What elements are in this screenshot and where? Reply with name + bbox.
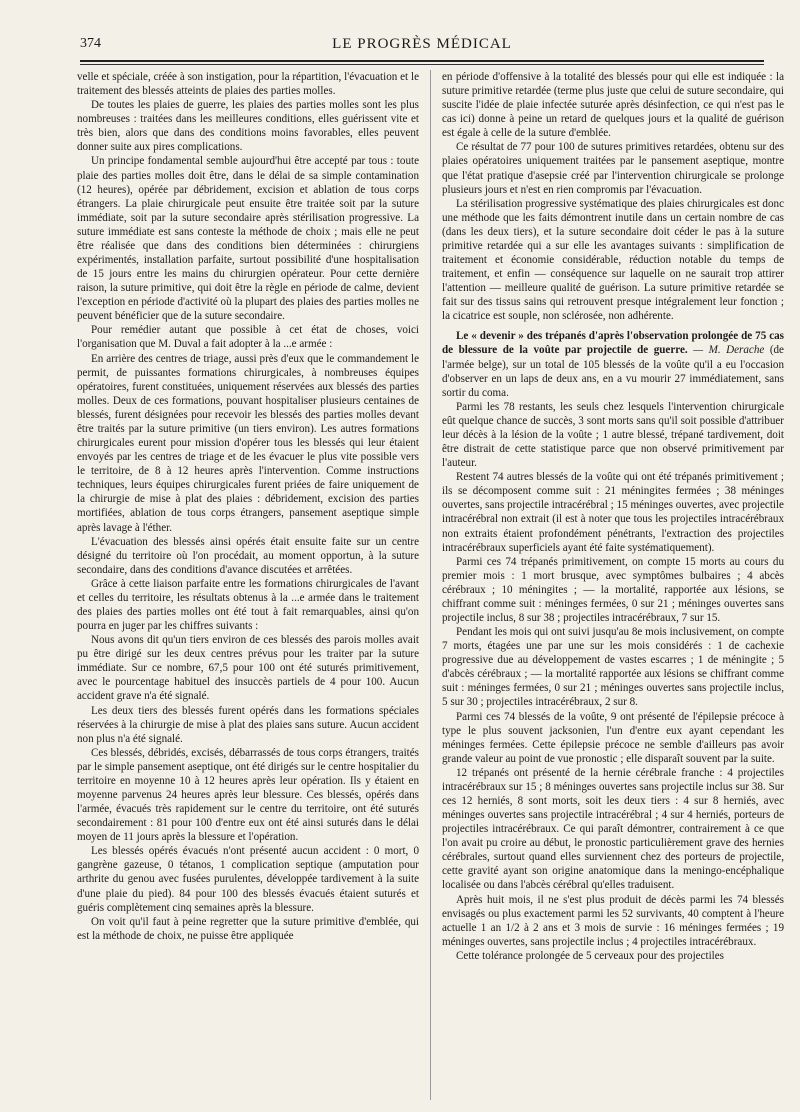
paragraph: Ces blessés, débridés, excisés, débarrassés de tous corps étrangers, traités par le simple pansement aseptique, ont été dirigés sur le centre hospitalier du territoire en moyenne 10 à 12 heures après leur opération. Ils y étaient en moyenne parvenus 24 heures après leur blessure. Ces blessés, opérés dans l'armée, évacués très rapidement sur le centre du territoire, ont été suturés secondairement : 81 pour 100 d'entre eux ont été ainsi suturés dans le délai moyen de 11 jours après la blessure et l'opération. — [77, 746, 419, 844]
paragraph: Restent 74 autres blessés de la voûte qui ont été trépanés primitivement ; ils se décomposent comme suit : 21 méningites fermées ; 38 méninges ouvertes, sans projectile intracérébral ; 15 méninges ouvertes, avec projectile intracérébral non extrait (il est à noter que tous les projectiles intracérébraux non extraits étaient profondément pénétrants, l'extraction des projectiles intracérébraux superficiels ayant été faite systématiquement). — [442, 471, 784, 554]
header-rule — [80, 60, 764, 62]
paragraph: De toutes les plaies de guerre, les plaies des parties molles sont les plus nombreuses : traitées dans les meilleures conditions, elles guérissent vite et très bien, alors que dans des conditions moins favorables, elles peuvent donner suite aux pires complications. — [77, 99, 419, 154]
page-header — [80, 34, 764, 60]
section-paragraph — [442, 329, 784, 399]
paragraph: en période d'offensive à la totalité des blessés pour qui elle est indiquée : la suture primitive retardée (terme plus juste que celui de suture secondaire, qui suscite l'idée de plaie infectée suturée après désinfection, ce qui n'est pas le cas ici) donne à peine un retard de quelques jours et la qualité de guérison est égale à celle de la suture d'emblée. — [442, 71, 784, 140]
paragraph: Les blessés opérés évacués n'ont présenté aucun accident : 0 mort, 0 gangrène gazeuse, 0 tétanos, 1 complication septique (amputation pour arthrite du genou avec fusées purulentes, développée tardivement à la suite d'une plaie du pied). 84 pour 100 des blessés évacués étaient suturés et guéris complètement cinq semaines après la blessure. — [77, 845, 419, 914]
paragraph: En arrière des centres de triage, aussi près d'eux que le commandement le permit, de puissantes formations chirurgicales, à nombreuses équipes opératoires, furent constituées, uniquement réservées aux blessés des parties molles. Deux de ces formations, pouvant hospitaliser plusieurs centaines de blessés, furent désignées pour recevoir les blessés des parties molles devant être traités par la suture primitive (un tiers environ). Les autres formations chirurgicales eurent pour mission d'opérer tous les blessés qui leur étaient envoyés par les centres de triage et de les évacuer le plus vite possible vers le territoire, de 8 à 12 heures après l'intervention. Comme instructions techniques, leurs équipes chirurgicales furent priées de faire uniquement de la chirurgie de mise à plat des plaies : débridement, excision des parties mortifiées, ablation de tous corps étrangers, pansement aseptique simple après lavage à l'éther. — [77, 352, 419, 534]
paragraph: Parmi ces 74 trépanés primitivement, on compte 15 morts au cours du premier mois : 1 mort brusque, avec symptômes bulbaires ; 4 abcès cérébraux ; 10 méningites ; — la mortalité, rapportée aux lésions, se chiffrant comme suit : méninges fermées, 0 sur 21 ; méninges ouvertes sans projectile inclus, 8 sur 38 ; projectiles intracérébraux, 7 sur 15. — [442, 555, 784, 624]
section-author: — M. Derache — [693, 344, 765, 357]
paragraph: Un principe fondamental semble aujourd'hui être accepté par tous : toute plaie des parties molles doit être, dans le délai de sa simple contamination (12 heures), opérée par débridement, excision et ablation de tous corps étrangers. La plaie chirurgicale peut ensuite être traitée soit par la suture immédiate, soit par la suture secondaire après stérilisation progressive. La suture immédiate est sans conteste la méthode de choix ; mais elle ne peut être réalisée que dans des conditions bien déterminées : chirurgiens expérimentés, installation parfaite, surtout possibilité d'une hospitalisation de 15 jours entre les mains du chirurgien opérateur. Pour cette dernière raison, la suture primitive, qui doit être la règle en période de calme, devient l'exception en période d'activité où la plupart des plaies des parties molles ne peuvent bénéficier que de la suture secondaire. — [77, 155, 419, 323]
page-number: 374 — [80, 36, 101, 51]
left-column — [77, 70, 419, 1100]
paragraph: On voit qu'il faut à peine regretter que la suture primitive d'emblée, qui est la méthode de choix, ne puisse être appliquée — [77, 915, 419, 942]
paragraph: Les deux tiers des blessés furent opérés dans les formations spéciales réservées à la chirurgie de mise à plat des plaies sans suture. Aucun accident non plus n'a été signalé. — [77, 704, 419, 745]
running-title: LE PROGRÈS MÉDICAL — [332, 36, 512, 52]
right-column — [442, 70, 784, 1100]
paragraph: Après huit mois, il ne s'est plus produit de décès parmi les 74 blessés envisagés ou plus exactement parmi les 52 survivants, 40 comptent à l'heure actuelle 1 an 1/2 à 2 ans et 3 mois de survie : 16 méninges fermées ; 19 méninges ouvertes, sans projectile inclus ; 4 projectiles intracérébraux. — [442, 893, 784, 948]
paragraph: Nous avons dit qu'un tiers environ de ces blessés des parois molles avait pu être dirigé sur les deux centres prévus pour les traiter par la suture immédiate. Sur ce nombre, 67,5 pour 100 ont été suturés primitivement, avec le pourcentage habituel des insuccès partiels de 4 pour 100. Aucun accident grave n'a été signalé. — [77, 634, 419, 703]
paragraph: velle et spéciale, créée à son instigation, pour la répartition, l'évacuation et le traitement des blessés atteints de plaies des parties molles. — [77, 71, 419, 98]
paragraph: Parmi ces 74 blessés de la voûte, 9 ont présenté de l'épilepsie précoce à type le plus souvent jacksonien, l'un d'entre eux ayant cependant les méninges fermées. Cette épilepsie précoce ne semble d'ailleurs pas avoir grande valeur au point de vue pronostic ; elle disparaît souvent par la suite. — [442, 710, 784, 765]
section-text: (de l'armée belge), sur un total de 105 blessés de la voûte qu'il a eu l'occasion d'observer en un laps de deux ans, en a vu mourir 27 immédiatement, sans sortir du coma. — [442, 344, 784, 399]
paragraph: Pour remédier autant que possible à cet état de choses, voici l'organisation que M. Duval a fait adopter à la ...e armée : — [77, 324, 419, 351]
paragraph: Grâce à cette liaison parfaite entre les formations chirurgicales de l'avant et celles du territoire, les résultats obtenus à la ...e armée dans le traitement des plaies des parties molles ont été tout à fait remarquables, ainsi qu'on pourra en juger par les chiffres suivants : — [77, 577, 419, 633]
paragraph: Pendant les mois qui ont suivi jusqu'au 8e mois inclusivement, on compte 7 morts, étagées une par une sur les mois considérés : 1 de cachexie progressive due au développement de vastes escarres ; 1 de méningite ; 5 d'abcès cérébraux ; — la mortalité rapportée aux lésions se chiffrant comme suit : méninges fermées, 0 sur 21 ; méninges ouvertes sans projectile inclus, 5 sur 30 ; projectiles intracérébraux, 2 sur 8. — [442, 626, 784, 709]
column-divider — [430, 70, 431, 1100]
paragraph: Ce résultat de 77 pour 100 de sutures primitives retardées, obtenu sur des plaies opératoires uniquement traitées par le pansement aseptique, montre que l'état pratique d'asepsie créé par l'intervention chirurgicale se prolonge plusieurs jours et n'est en rien compromis par l'évacuation. — [442, 141, 784, 196]
section-title: Le « devenir » des trépanés d'après l'observation prolongée de 75 cas de blessure de la voûte par projectile de guerre. — [442, 330, 784, 357]
paragraph: Cette tolérance prolongée de 5 cerveaux pour des projectiles — [456, 949, 724, 962]
paragraph: Parmi les 78 restants, les seuls chez lesquels l'intervention chirurgicale eût quelque chance de succès, 3 sont morts sans qu'il soit possible d'attribuer leur décès à la lésion de la voûte ; 1 autre blessé, trépané tardivement, doit être distrait de cette statistique parce que non observé primitivement par l'auteur. — [442, 400, 784, 470]
paragraph: L'évacuation des blessés ainsi opérés était ensuite faite sur un centre désigné du territoire où l'on procédait, au moment opportun, à la suture secondaire, dans des conditions d'avance discutées et arrêtées. — [77, 535, 419, 576]
paragraph: La stérilisation progressive systématique des plaies chirurgicales est donc une méthode que les faits démontrent inutile dans un certain nombre de cas (dans les deux tiers), et la suture secondaire doit céder le pas à la suture primitive retardée qui a sur elle les avantages suivants : simplification de traitement et économie considérable, réduction notable du temps de traitement, et enfin — conséquence sur laquelle on ne saurait trop attirer l'attention — meilleure qualité de guérison. La suture primitive retardée se fait sur des tissus sains qui retrouvent presque intégralement leur fonction ; la cicatrice est souple, non sclérosée, non adhérente. — [442, 197, 784, 323]
header-rule-thin — [80, 64, 764, 65]
paragraph: 12 trépanés ont présenté de la hernie cérébrale franche : 4 projectiles intracérébraux sur 15 ; 8 méninges ouvertes sans projectile inclus sur 38. Sur ces 12 herniés, 8 sont morts, soit les deux tiers : 4 sur 8 herniés, avec méninges ouvertes sans projectile intracérébral ; 4 sur 4 herniés, porteurs de projectiles intracérébraux. Ce qui paraît démontrer, contrairement à ce que l'on avait pu croire au début, le pronostic particulièrement grave des hernies cérébrales, surtout quand elles surviennent chez des porteurs de projectile, cette gravité ayant son origine anatomique dans la meningo-encéphalique localisée ou dans l'abcès cérébral qu'elles traduisent. — [442, 766, 784, 892]
